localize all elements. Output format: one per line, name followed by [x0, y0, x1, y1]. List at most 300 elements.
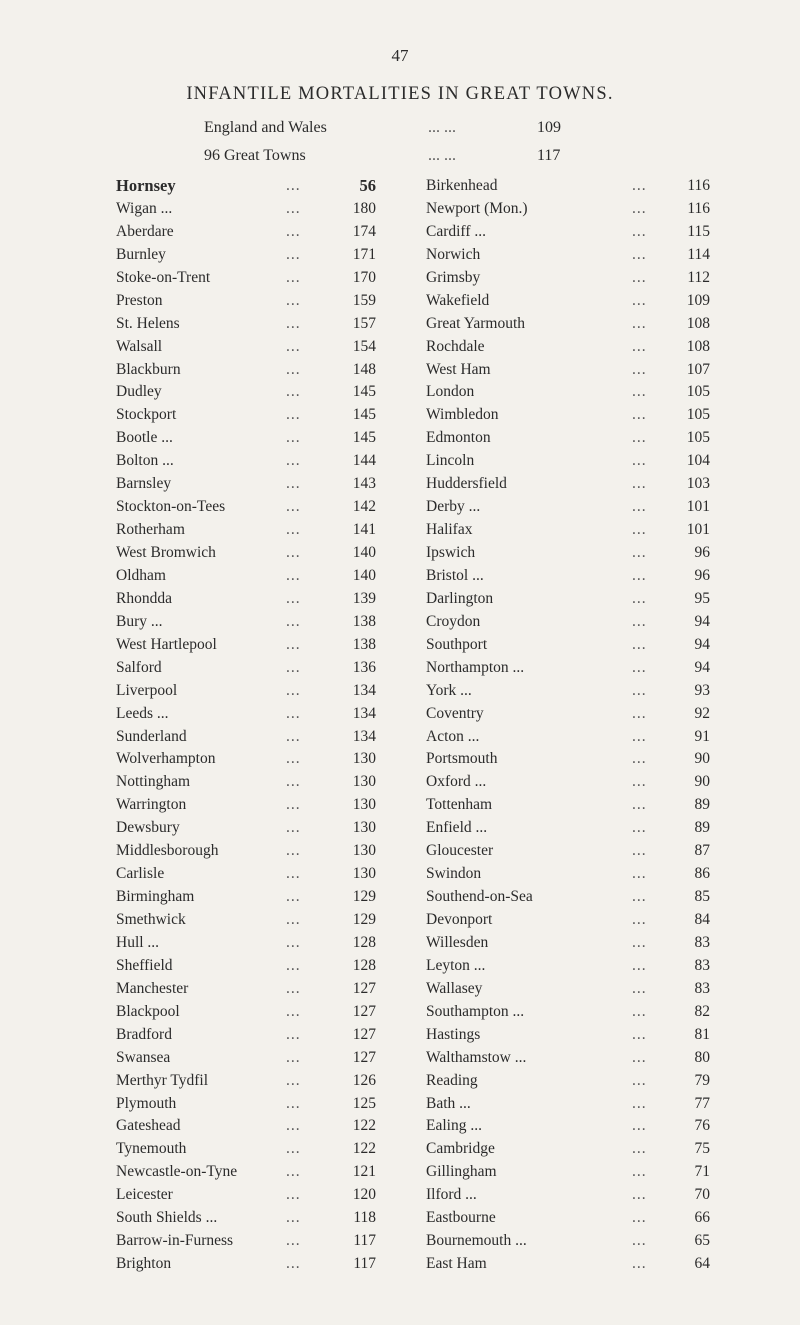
leader-dots: ... — [286, 933, 301, 951]
leader-dots: ... — [286, 177, 301, 194]
left-town-value: 118 — [353, 1209, 376, 1227]
left-town-value: 127 — [352, 1025, 376, 1043]
leader-dots: ... — [286, 888, 301, 906]
left-town-value: 136 — [352, 658, 376, 676]
right-town-name: Devonport — [426, 911, 493, 928]
right-town-name: Cardiff ... — [426, 222, 486, 240]
leader-dots: ... — [632, 727, 647, 745]
right-town-value: 93 — [694, 681, 710, 699]
left-town-value: 130 — [352, 842, 376, 860]
leader-dots: ... — [632, 268, 647, 286]
left-town-value: 138 — [352, 612, 376, 630]
left-town-name: Wigan ... — [116, 199, 173, 217]
left-town-name: Newcastle-on-Tyne — [116, 1163, 238, 1181]
left-town-value: 130 — [352, 750, 376, 768]
leader-dots: ... — [286, 1163, 301, 1181]
table-row — [0, 198, 800, 221]
left-town-value: 134 — [352, 727, 376, 745]
right-town-value: 96 — [694, 566, 710, 584]
left-town-value: 157 — [352, 314, 376, 332]
right-town-value: 80 — [694, 1048, 710, 1066]
right-town-name: Tottenham — [426, 796, 493, 814]
leader-dots: ... — [632, 933, 647, 951]
table-row — [0, 359, 800, 382]
leader-dots: ... — [286, 819, 301, 837]
right-town-name: Southend-on-Sea — [426, 888, 533, 906]
right-town-value: 91 — [694, 727, 710, 745]
table-row — [0, 817, 800, 840]
right-town-value: 75 — [694, 1140, 710, 1158]
leader-dots: ... — [632, 979, 647, 997]
table-row — [0, 313, 800, 336]
right-town-value: 89 — [694, 819, 710, 837]
leader-dots: ... — [286, 1117, 301, 1135]
right-town-value: 96 — [694, 544, 710, 561]
leader-dots: ... — [286, 268, 301, 286]
left-town-value: 139 — [352, 589, 376, 607]
leader-dots: ... — [632, 681, 647, 699]
right-town-value: 109 — [686, 291, 710, 309]
right-town-name: East Ham — [426, 1255, 487, 1273]
left-town-name: Aberdare — [116, 222, 174, 240]
leader-dots: ... — [286, 245, 301, 263]
leader-dots: ... — [286, 704, 301, 722]
right-town-value: 81 — [694, 1025, 710, 1043]
table-row — [0, 703, 800, 726]
leader-dots: ... — [286, 1209, 301, 1227]
left-town-value: 142 — [352, 498, 376, 516]
right-town-value: 95 — [694, 589, 710, 607]
right-town-name: Bath ... — [426, 1094, 471, 1112]
leader-dots: ... — [632, 1232, 647, 1250]
leader-dots: ... — [632, 1117, 647, 1135]
right-town-name: Cambridge — [426, 1140, 495, 1158]
left-town-value: 127 — [352, 1048, 376, 1066]
table-row — [0, 794, 800, 817]
leader-dots: ... — [286, 1048, 301, 1066]
table-row — [0, 978, 800, 1001]
left-town-name: Blackpool — [116, 1002, 180, 1020]
right-town-value: 83 — [694, 933, 710, 951]
leader-dots: ... — [632, 1002, 647, 1020]
leader-dots: ... — [286, 1186, 301, 1204]
left-town-value: 134 — [352, 704, 376, 722]
leader-dots: ... — [632, 1071, 647, 1089]
left-town-name: Manchester — [116, 979, 189, 997]
leader-dots: ... — [632, 429, 647, 447]
right-town-name: Wallasey — [426, 979, 483, 997]
right-town-value: 94 — [694, 658, 710, 676]
table-row — [0, 336, 800, 359]
table-row — [0, 657, 800, 680]
towns-table — [0, 175, 800, 1276]
leader-dots: ... — [286, 1140, 301, 1158]
table-row — [0, 290, 800, 313]
table-row — [0, 748, 800, 771]
leader-dots: ... — [286, 291, 301, 309]
left-town-name: Leicester — [116, 1186, 173, 1204]
right-town-value: 103 — [686, 475, 710, 493]
right-town-value: 84 — [694, 911, 710, 928]
right-town-value: 116 — [687, 199, 710, 217]
leader-dots: ... — [632, 566, 647, 584]
left-town-name: Tynemouth — [116, 1140, 187, 1158]
left-town-value: 130 — [352, 773, 376, 791]
leader-dots: ... — [286, 360, 301, 378]
table-row — [0, 1161, 800, 1184]
right-town-value: 114 — [687, 245, 710, 263]
leader-dots: ... — [632, 612, 647, 630]
table-row — [0, 634, 800, 657]
leader-dots: ... — [632, 177, 647, 194]
right-town-value: 90 — [694, 773, 710, 791]
right-town-value: 85 — [694, 888, 710, 906]
table-row — [0, 565, 800, 588]
right-town-name: Leyton ... — [426, 956, 486, 974]
left-town-value: 125 — [352, 1094, 376, 1112]
table-row — [0, 267, 800, 290]
left-town-value: 56 — [359, 176, 376, 195]
left-town-value: 138 — [352, 635, 376, 653]
leader-dots: ... — [632, 796, 647, 814]
left-town-name: Preston — [116, 291, 163, 309]
leader-dots: ... — [632, 911, 647, 928]
table-row — [0, 244, 800, 267]
left-town-value: 174 — [352, 222, 376, 240]
left-town-value: 129 — [352, 888, 376, 906]
left-town-value: 148 — [352, 360, 376, 378]
right-town-name: Enfield ... — [426, 819, 488, 837]
right-town-value: 79 — [694, 1071, 710, 1089]
leader-dots: ... — [632, 1140, 647, 1158]
leader-dots: ... — [632, 1209, 647, 1227]
leader-dots: ... — [632, 1186, 647, 1204]
right-town-value: 86 — [694, 865, 710, 883]
leader-dots: ... — [286, 658, 301, 676]
right-town-name: London — [426, 383, 475, 401]
table-row — [0, 955, 800, 978]
right-town-name: Ilford ... — [426, 1186, 477, 1204]
left-town-name: Rotherham — [116, 521, 185, 539]
leader-dots: ... — [632, 819, 647, 837]
right-town-value: 101 — [686, 521, 710, 539]
leader-dots: ... — [286, 589, 301, 607]
left-town-name: Oldham — [116, 566, 166, 584]
right-town-value: 94 — [694, 635, 710, 653]
table-row — [0, 542, 800, 565]
leader-dots: ... — [632, 956, 647, 974]
right-town-name: Norwich — [426, 245, 481, 263]
right-town-name: Gloucester — [426, 842, 494, 860]
right-town-name: Croydon — [426, 612, 481, 630]
leader-dots: ... — [632, 773, 647, 791]
leader-dots: ... — [286, 979, 301, 997]
right-town-name: Wakefield — [426, 291, 490, 309]
table-row — [0, 427, 800, 450]
left-town-name: Barrow-in-Furness — [116, 1232, 234, 1250]
right-town-value: 64 — [694, 1255, 710, 1273]
right-town-name: Ipswich — [426, 544, 476, 561]
page-number: 47 — [391, 46, 409, 65]
left-town-name: Nottingham — [116, 773, 191, 791]
left-town-value: 127 — [352, 979, 376, 997]
leader-dots: ... — [632, 544, 647, 561]
table-row — [0, 1115, 800, 1138]
left-town-value: 122 — [352, 1140, 376, 1158]
leader-dots: ... — [286, 911, 301, 928]
left-town-name: Plymouth — [116, 1094, 177, 1112]
right-town-value: 92 — [694, 704, 710, 722]
right-town-value: 94 — [694, 612, 710, 630]
leader-dots: ... — [632, 1255, 647, 1273]
left-town-value: 145 — [352, 429, 376, 447]
right-town-value: 82 — [694, 1002, 710, 1020]
right-town-value: 115 — [687, 222, 710, 240]
right-town-value: 112 — [687, 268, 710, 286]
left-town-name: Sheffield — [116, 956, 173, 974]
leader-dots: ... — [286, 796, 301, 814]
left-town-name: Wolverhampton — [116, 750, 216, 768]
table-row — [0, 726, 800, 749]
right-town-value: 65 — [694, 1232, 710, 1250]
right-town-value: 101 — [686, 498, 710, 516]
right-town-name: Walthamstow ... — [426, 1048, 527, 1066]
leader-dots: ... — [286, 314, 301, 332]
leader-dots: ... — [286, 452, 301, 470]
right-town-value: 108 — [686, 314, 710, 332]
leader-dots: ... — [286, 842, 301, 860]
left-town-value: 130 — [352, 865, 376, 883]
leader-dots: ... — [632, 865, 647, 883]
summary-value: 109 — [537, 119, 561, 136]
summary-row-great-towns — [0, 144, 800, 168]
leader-dots: ... — [632, 521, 647, 539]
leader-dots: ... — [286, 1094, 301, 1112]
left-town-name: Barnsley — [116, 475, 172, 493]
leader-dots: ... — [286, 1255, 301, 1273]
left-town-value: 126 — [352, 1071, 376, 1089]
left-town-name: Salford — [116, 658, 162, 676]
right-town-name: Northampton ... — [426, 658, 525, 676]
right-town-name: Great Yarmouth — [426, 314, 526, 332]
right-town-value: 90 — [694, 750, 710, 768]
summary-dots: ... ... — [428, 147, 456, 164]
table-row — [0, 450, 800, 473]
leader-dots: ... — [632, 750, 647, 768]
leader-dots: ... — [632, 406, 647, 424]
right-town-value: 66 — [694, 1209, 710, 1227]
leader-dots: ... — [632, 1048, 647, 1066]
table-row — [0, 840, 800, 863]
left-town-name: Bolton ... — [116, 452, 174, 470]
right-town-value: 108 — [686, 337, 710, 355]
right-town-name: Reading — [426, 1071, 478, 1089]
left-town-name: Rhondda — [116, 589, 172, 607]
left-town-value: 145 — [352, 406, 376, 424]
right-town-name: Grimsby — [426, 268, 481, 286]
table-row — [0, 863, 800, 886]
leader-dots: ... — [632, 383, 647, 401]
left-town-value: 120 — [352, 1186, 376, 1204]
right-town-value: 107 — [686, 360, 710, 378]
leader-dots: ... — [286, 521, 301, 539]
leader-dots: ... — [286, 406, 301, 424]
leader-dots: ... — [632, 498, 647, 516]
left-town-name: Stockton-on-Tees — [116, 498, 226, 516]
left-town-name: Stockport — [116, 406, 177, 424]
summary-value: 117 — [537, 147, 561, 164]
leader-dots: ... — [632, 635, 647, 653]
right-town-name: Willesden — [426, 933, 489, 951]
leader-dots: ... — [286, 612, 301, 630]
left-town-value: 154 — [352, 337, 376, 355]
leader-dots: ... — [286, 222, 301, 240]
right-town-name: Hastings — [426, 1025, 481, 1043]
leader-dots: ... — [286, 1025, 301, 1043]
right-town-value: 77 — [694, 1094, 710, 1112]
leader-dots: ... — [286, 727, 301, 745]
left-town-name: Bootle ... — [116, 429, 173, 447]
left-town-value: 141 — [352, 521, 376, 539]
table-row — [0, 175, 800, 198]
leader-dots: ... — [632, 245, 647, 263]
leader-dots: ... — [632, 475, 647, 493]
leader-dots: ... — [286, 1071, 301, 1089]
summary-label: England and Wales — [204, 119, 327, 136]
left-town-value: 128 — [352, 956, 376, 974]
right-town-name: Ealing ... — [426, 1117, 482, 1135]
right-town-value: 105 — [686, 429, 710, 447]
right-town-name: Bristol ... — [426, 566, 484, 584]
leader-dots: ... — [286, 865, 301, 883]
right-town-name: Southampton ... — [426, 1002, 525, 1020]
leader-dots: ... — [286, 773, 301, 791]
left-town-name: Bury ... — [116, 612, 163, 630]
leader-dots: ... — [632, 314, 647, 332]
right-town-name: Gillingham — [426, 1163, 497, 1181]
right-town-value: 89 — [694, 796, 710, 814]
left-town-name: Merthyr Tydfil — [116, 1071, 209, 1089]
right-town-name: Rochdale — [426, 337, 485, 355]
left-town-value: 159 — [352, 291, 376, 309]
right-town-value: 105 — [686, 406, 710, 424]
left-town-value: 180 — [352, 199, 376, 217]
leader-dots: ... — [286, 956, 301, 974]
left-town-name: Leeds ... — [116, 704, 169, 722]
leader-dots: ... — [286, 681, 301, 699]
left-town-value: 140 — [352, 566, 376, 584]
table-row — [0, 1024, 800, 1047]
leader-dots: ... — [632, 337, 647, 355]
right-town-value: 71 — [694, 1163, 710, 1181]
left-town-name: Swansea — [116, 1048, 171, 1066]
left-town-name: Hornsey — [116, 176, 176, 195]
left-town-name: Dewsbury — [116, 819, 180, 837]
table-row — [0, 1230, 800, 1253]
right-town-value: 83 — [694, 979, 710, 997]
table-row — [0, 221, 800, 244]
leader-dots: ... — [286, 475, 301, 493]
leader-dots: ... — [632, 1094, 647, 1112]
leader-dots: ... — [286, 566, 301, 584]
leader-dots: ... — [632, 888, 647, 906]
right-town-value: 70 — [694, 1186, 710, 1204]
right-town-name: Coventry — [426, 704, 484, 722]
leader-dots: ... — [632, 1025, 647, 1043]
left-town-name: Dudley — [116, 383, 162, 401]
right-town-name: Eastbourne — [426, 1209, 496, 1227]
table-row — [0, 1093, 800, 1116]
left-town-name: Middlesborough — [116, 842, 219, 860]
left-town-name: Blackburn — [116, 360, 181, 378]
right-town-name: Edmonton — [426, 429, 491, 447]
right-town-name: Portsmouth — [426, 750, 498, 768]
leader-dots: ... — [632, 842, 647, 860]
right-town-name: Newport (Mon.) — [426, 199, 528, 217]
left-town-value: 170 — [352, 268, 376, 286]
left-town-value: 128 — [352, 933, 376, 951]
leader-dots: ... — [632, 589, 647, 607]
left-town-name: Warrington — [116, 796, 187, 814]
right-town-name: Derby ... — [426, 498, 481, 516]
left-town-name: Carlisle — [116, 865, 165, 883]
left-town-value: 134 — [352, 681, 376, 699]
table-row — [0, 519, 800, 542]
leader-dots: ... — [632, 704, 647, 722]
right-town-value: 83 — [694, 956, 710, 974]
left-town-name: St. Helens — [116, 314, 180, 332]
summary-row-england-wales — [0, 116, 800, 140]
left-town-value: 143 — [352, 475, 376, 493]
left-town-name: Sunderland — [116, 727, 187, 745]
right-town-value: 87 — [694, 842, 710, 860]
summary-label: 96 Great Towns — [204, 147, 306, 164]
table-row — [0, 1070, 800, 1093]
left-town-name: Burnley — [116, 245, 166, 263]
table-row — [0, 381, 800, 404]
leader-dots: ... — [286, 1002, 301, 1020]
leader-dots: ... — [632, 222, 647, 240]
leader-dots: ... — [286, 337, 301, 355]
right-town-name: Huddersfield — [426, 475, 507, 493]
table-row — [0, 909, 800, 932]
left-town-name: Walsall — [116, 337, 163, 355]
left-town-value: 127 — [352, 1002, 376, 1020]
left-town-name: Bradford — [116, 1025, 172, 1043]
right-town-name: Lincoln — [426, 452, 475, 470]
table-row — [0, 680, 800, 703]
table-row — [0, 496, 800, 519]
right-town-value: 104 — [686, 452, 710, 470]
left-town-name: South Shields ... — [116, 1209, 218, 1227]
leader-dots: ... — [286, 635, 301, 653]
left-town-value: 145 — [352, 383, 376, 401]
left-town-value: 121 — [352, 1163, 376, 1181]
table-row — [0, 1001, 800, 1024]
left-town-name: Smethwick — [116, 911, 186, 928]
leader-dots: ... — [632, 1163, 647, 1181]
left-town-value: 130 — [352, 819, 376, 837]
table-row — [0, 1207, 800, 1230]
table-row — [0, 886, 800, 909]
left-town-value: 117 — [353, 1255, 376, 1273]
left-town-name: West Hartlepool — [116, 635, 217, 653]
right-town-name: Darlington — [426, 589, 494, 607]
left-town-value: 129 — [352, 911, 376, 928]
right-town-name: Bournemouth ... — [426, 1232, 527, 1250]
table-row — [0, 932, 800, 955]
left-town-name: West Bromwich — [116, 544, 216, 561]
